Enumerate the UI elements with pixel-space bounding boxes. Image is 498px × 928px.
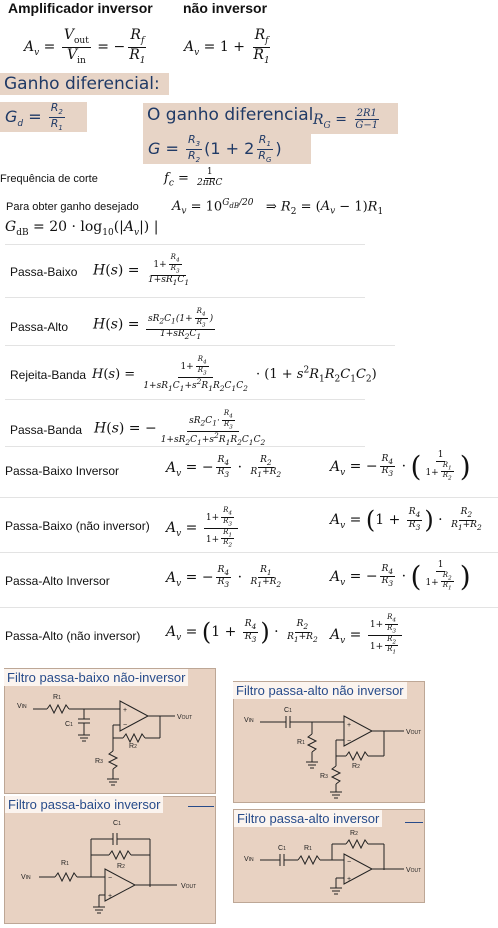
panel-title-pa-nao-inversor: Filtro passa-alto não inversor (233, 682, 407, 699)
label-rejeita-banda: Rejeita-Banda (10, 368, 87, 382)
svg-text:VIN: VIN (244, 717, 254, 724)
ganho-diferencial-label: O ganho diferencial (147, 105, 314, 125)
label-freq-corte: Frequência de corte (0, 173, 98, 185)
circuit-pb-inversor (5, 797, 215, 923)
svg-text:C1: C1 (113, 820, 121, 827)
label-pb-inversor: Passa-Baixo Inversor (5, 464, 120, 478)
header-inversor: Amplificador inversor (8, 0, 153, 16)
panel-title-pb-inversor-rule (188, 806, 214, 807)
svg-text:C1: C1 (278, 845, 286, 852)
formula-pa-inversor-1: $A_v$ = − $\frac{R_4}{R_3}$ · $\frac{R_1}{R_1+R_2}$ (166, 565, 282, 589)
panel-title-pa-inversor: Filtro passa-alto inversor (234, 810, 382, 827)
svg-text:−: − (347, 859, 352, 866)
svg-text:R2: R2 (129, 743, 137, 750)
svg-text:R2: R2 (350, 830, 358, 837)
formula-rg: $R_G$ = $\frac{2R1}{G-1}$ (313, 108, 379, 131)
svg-text:VOUT: VOUT (177, 714, 193, 721)
svg-text:−: − (347, 738, 352, 745)
panel-title-pa-inversor-rule (405, 822, 423, 823)
label-obter-ganho: Para obter ganho desejado (6, 201, 139, 213)
label-passa-banda: Passa-Banda (10, 423, 83, 437)
circuit-pb-nao-inversor (5, 669, 215, 793)
formula-h-passa-banda: H(s) = − $sR_2C_1\cdot$ $\frac{R_4}{R_3}$ $1+sR_2C_1+s^2R_1R_2C_1C_2$ (94, 409, 266, 447)
formula-pb-inversor-1: $A_v$ = − $\frac{R_4}{R_3}$ · $\frac{R_2}{R_1+R_2}$ (166, 455, 282, 479)
formula-pb-inversor-2: $A_v$ = − $\frac{R_4}{R_3}$ · ( 1 1+ $\frac{R_1}{R_2}$ ) (330, 449, 471, 483)
panel-title-pb-nao-inversor: Filtro passa-baixo não-inversor (4, 669, 188, 686)
svg-text:−: − (108, 875, 113, 882)
formula-g: G = $\frac{R_3}{R_2}$ (1 + 2 $\frac{R_1}{R_G}$ ) (143, 134, 311, 164)
formula-pa-nao-inversor-2: $A_v$ = 1+ $\frac{R_4}{R_3}$ 1+ $\frac{R_2}{R_1}$ (330, 614, 404, 656)
formula-h-rejeita-banda: H(s) = 1+ $\frac{R_4}{R_3}$ $1+sR_1C_1+s^2R_1R_2C_1C_2$ · $(1 + s^2R_1R_2C_1C_2)$ (92, 355, 377, 393)
formula-av-inversor: $A_v$ = $\frac{V_{out}}{V_{in}}$ = − $\frac{R_f}{R_1}$ (24, 27, 146, 66)
svg-text:+: + (347, 876, 352, 883)
svg-text:VIN: VIN (21, 874, 31, 881)
svg-text:+: + (108, 893, 113, 900)
formula-pb-nao-inversor-1: $A_v$ = 1+ $\frac{R_4}{R_3}$ 1+ $\frac{R_1}{R_2}$ (166, 507, 240, 549)
formula-av-db: $A_v = 10^{G_{dB}/20}$ ⇒ $R_2 = (A_v - 1)R_1$ (172, 198, 384, 217)
label-pa-inversor: Passa-Alto Inversor (5, 574, 110, 588)
svg-text:R2: R2 (352, 763, 360, 770)
svg-text:C1: C1 (284, 707, 292, 714)
svg-text:VOUT: VOUT (406, 729, 422, 736)
svg-text:VOUT: VOUT (181, 883, 197, 890)
ganho-diferencial-title: Ganho diferencial: (0, 73, 169, 95)
panel-title-pb-inversor: Filtro passa-baixo inversor (5, 796, 163, 813)
label-pb-nao-inversor: Passa-Baixo (não inversor) (5, 519, 150, 533)
label-pa-nao-inversor: Passa-Alto (não inversor) (5, 629, 141, 643)
label-passa-baixo: Passa-Baixo (10, 265, 78, 279)
svg-text:VIN: VIN (244, 856, 254, 863)
svg-text:R1: R1 (61, 860, 69, 867)
panel-pa-nao-inversor (233, 681, 425, 803)
formula-gdb: $G_{dB} = 20 \cdot \log_{10}(|A_v|)$ | (5, 219, 159, 238)
svg-text:VOUT: VOUT (406, 867, 422, 874)
label-passa-alto: Passa-Alto (10, 320, 69, 334)
formula-pb-nao-inversor-2: $A_v = (1$ + $\frac{R_4}{R_3}$ ) · $\frac{R_2}{R_1+R_2}$ (330, 506, 482, 534)
svg-text:+: + (347, 722, 352, 729)
svg-text:R3: R3 (95, 758, 103, 765)
svg-text:R1: R1 (304, 845, 312, 852)
panel-pb-inversor (4, 796, 216, 924)
formula-av-nao-inversor: $A_v = 1$ + $\frac{R_f}{R_1}$ (184, 27, 270, 66)
formula-gd: $G_d$ = $\frac{R_2}{R_1}$ (0, 102, 87, 132)
svg-text:−: − (123, 722, 128, 729)
circuit-pa-nao-inversor (234, 682, 424, 802)
formula-fc: $f_c$ = $\frac{1}{\text{2πRC}}$ (164, 167, 223, 189)
svg-text:VIN: VIN (17, 703, 27, 710)
formula-pa-inversor-2: $A_v$ = − $\frac{R_4}{R_3}$ · ( 1 1+ $\frac{R_2}{R_1}$ ) (330, 559, 471, 593)
ganho-diferencial-box (143, 103, 398, 134)
panel-pb-nao-inversor (4, 668, 216, 794)
formula-h-passa-alto: H(s) = $sR_2C_1(1+$ $\frac{R_4}{R_3}$ ) $1+sR_2C_1$ (93, 307, 214, 341)
svg-text:+: + (123, 707, 128, 714)
svg-text:R1: R1 (297, 739, 305, 746)
svg-text:C1: C1 (65, 721, 73, 728)
svg-text:R1: R1 (53, 694, 61, 701)
svg-text:R2: R2 (117, 863, 125, 870)
formula-pa-nao-inversor-1: $A_v = (1$ + $\frac{R_4}{R_3}$ ) · $\frac{R_2}{R_1+R_2}$ (166, 618, 318, 646)
svg-text:R3: R3 (320, 773, 328, 780)
formula-h-passa-baixo: H(s) = 1+ $\frac{R_4}{R_3}$ $1+sR_1C_1$ (93, 253, 190, 287)
header-nao-inversor: não inversor (183, 0, 268, 16)
